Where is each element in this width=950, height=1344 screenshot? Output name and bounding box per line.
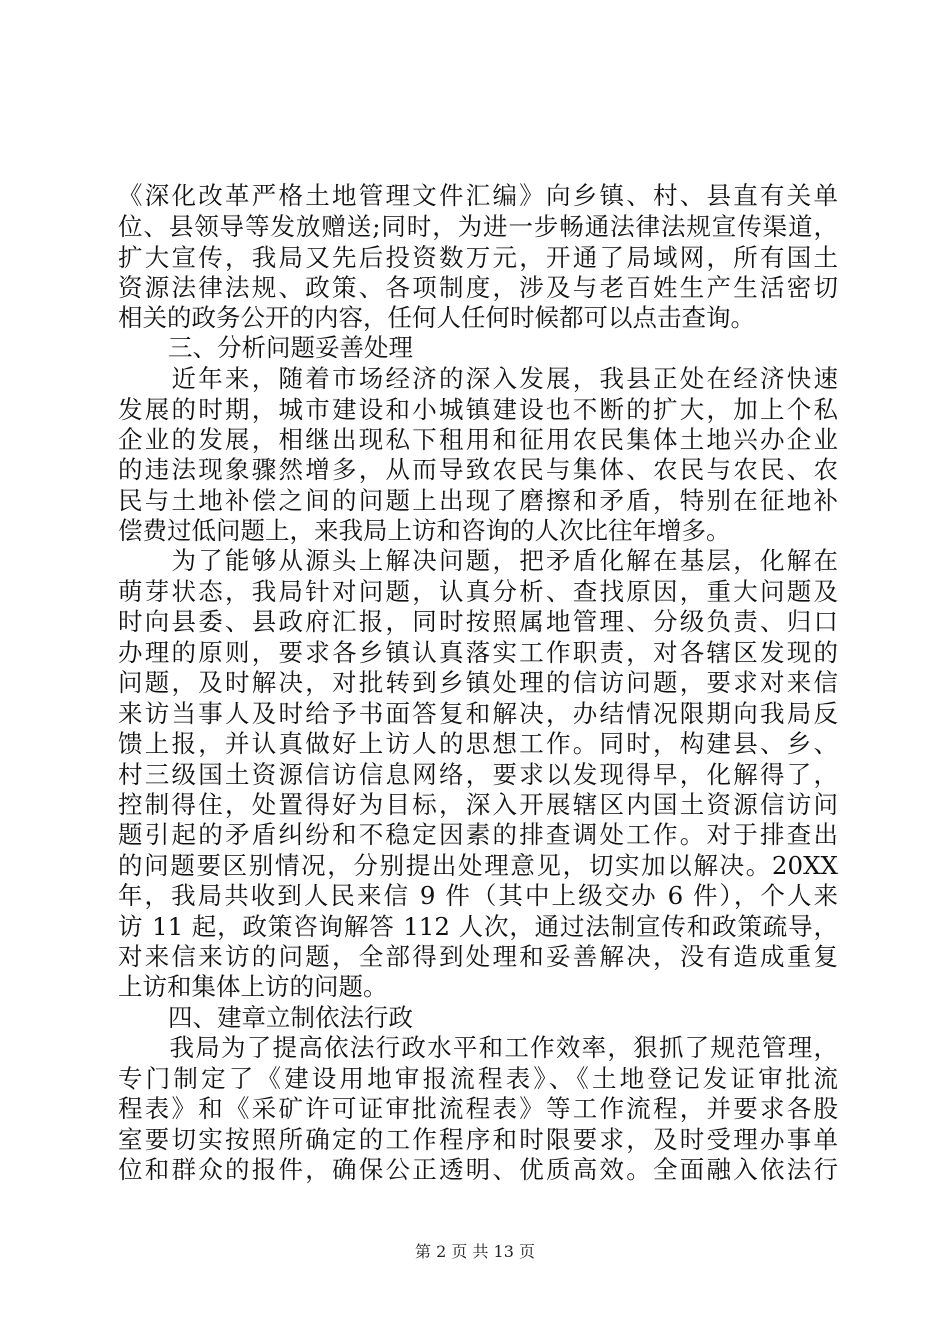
page-number-footer: 第 2 页 共 13 页	[415, 1242, 535, 1261]
body-text-line: 室要切实按照所确定的工作程序和时限要求，及时受理办事单	[118, 1125, 838, 1154]
body-text-line: 程表》和《采矿许可证审批流程表》等工作流程，并要求各股	[118, 1094, 838, 1123]
body-text-line: 位、县领导等发放赠送;同时，为进一步畅通法律法规宣传渠道，	[118, 212, 838, 241]
body-text-line: 对来信来访的问题，全部得到处理和妥善解决，没有造成重复	[118, 942, 838, 971]
body-text-line: 企业的发展，相继出现私下租用和征用农民集体土地兴办企业	[118, 425, 838, 454]
body-text-line: 馈上报，并认真做好上访人的思想工作。同时，构建县、乡、	[118, 729, 838, 758]
body-text-line: 年，我局共收到人民来信 9 件（其中上级交办 6 件），个人来	[118, 881, 838, 910]
body-text-line: 来访当事人及时给予书面答复和解决，办结情况限期向我局反	[118, 699, 838, 728]
body-text-line: 题引起的矛盾纠纷和不稳定因素的排查调处工作。对于排查出	[118, 820, 838, 849]
body-text-line: 的问题要区别情况，分别提出处理意见，切实加以解决。20XX	[118, 851, 838, 880]
body-text-line: 《深化改革严格土地管理文件汇编》向乡镇、村、县直有关单	[118, 181, 838, 210]
body-text-line: 的违法现象骤然增多，从而导致农民与集体、农民与农民、农	[118, 455, 838, 484]
body-text-line: 萌芽状态，我局针对问题，认真分析、查找原因，重大问题及	[118, 577, 838, 606]
body-text-line: 上访和集体上访的问题。	[118, 972, 388, 1001]
body-text-line: 办理的原则，要求各乡镇认真落实工作职责，对各辖区发现的	[118, 638, 838, 667]
body-text-line: 资源法律法规、政策、各项制度，涉及与老百姓生产生活密切	[118, 273, 838, 302]
body-text-line: 我局为了提高依法行政水平和工作效率，狠抓了规范管理，	[118, 1033, 838, 1062]
body-text-line: 村三级国土资源信访信息网络，要求以发现得早，化解得了，	[118, 760, 838, 789]
body-text-line: 民与土地补偿之间的问题上出现了磨擦和矛盾，特别在征地补	[118, 486, 838, 515]
body-text-line: 相关的政务公开的内容，任何人任何时候都可以点击查询。	[118, 303, 755, 332]
body-text-line: 问题，及时解决，对批转到乡镇处理的信访问题，要求对来信	[118, 668, 838, 697]
body-text-line: 访 11 起，政策咨询解答 112 人次，通过法制宣传和政策疏导，	[118, 912, 838, 941]
body-text-line: 扩大宣传，我局又先后投资数万元，开通了局域网，所有国土	[118, 243, 838, 272]
body-text-line: 专门制定了《建设用地审报流程表》、《土地登记发证审批流	[118, 1064, 838, 1093]
section-heading: 四、建章立制依法行政	[168, 1003, 413, 1032]
body-text-line: 控制得住，处置得好为目标，深入开展辖区内国土资源信访问	[118, 790, 838, 819]
body-text-line: 偿费过低问题上，来我局上访和咨询的人次比往年增多。	[118, 516, 731, 545]
body-text-line: 为了能够从源头上解决问题，把矛盾化解在基层，化解在	[118, 546, 838, 575]
body-text-line: 位和群众的报件，确保公正透明、优质高效。全面融入依法行	[118, 1155, 838, 1184]
body-text-line: 时向县委、县政府汇报，同时按照属地管理、分级负责、归口	[118, 607, 838, 636]
body-text-line: 发展的时期，城市建设和小城镇建设也不断的扩大，加上个私	[118, 395, 838, 424]
body-text-line: 近年来，随着市场经济的深入发展，我县正处在经济快速	[118, 364, 838, 393]
section-heading: 三、分析问题妥善处理	[168, 333, 413, 362]
